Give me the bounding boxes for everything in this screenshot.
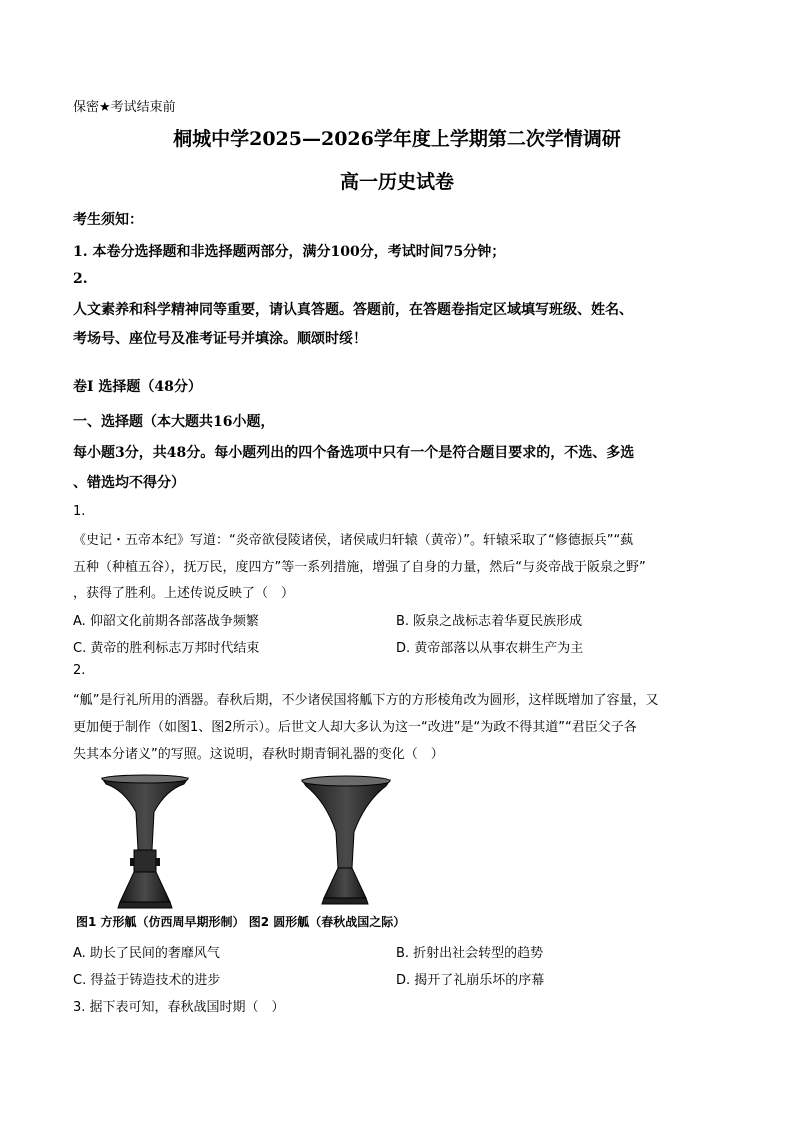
figure-caption: 图1 方形觚（仿西周早期形制） 图2 圆形觚（春秋战国之际） [76, 915, 406, 929]
question-1-option-d: D. 黄帝部落以从事农耕生产为主 [396, 641, 584, 656]
question-1-stem-line-1: 《史记・五帝本纪》写道：“炎帝欲侵陵诸侯，诸侯咸归轩辕（黄帝）”。轩辕采取了“修德振兵”“蓺 [73, 533, 634, 548]
part-title: 卷Ⅰ 选择题（48分） [73, 379, 202, 395]
notice-item-1: 1. 本卷分选择题和非选择题两部分，满分100分，考试时间75分钟； [73, 244, 506, 260]
confidential-label: 保密★考试结束前 [73, 100, 176, 115]
question-1-number: 1. [73, 504, 86, 519]
question-2-stem-line-3: 失其本分诸义”的写照。这说明，春秋时期青铜礼器的变化（ ） [73, 747, 444, 762]
question-3-stem-line-1: 3. 据下表可知，春秋战国时期（ ） [73, 1000, 285, 1015]
question-1-stem-line-3: ，获得了胜利。上述传说反映了（ ） [73, 586, 295, 601]
question-2-option-c: C. 得益于铸造技术的进步 [73, 973, 221, 988]
question-2-option-b: B. 折射出社会转型的趋势 [396, 946, 544, 961]
notice-item-2-number: 2. [73, 271, 88, 287]
gu-vessels-figure [80, 772, 440, 932]
exam-title: 桐城中学2025—2026学年度上学期第二次学情调研 [173, 128, 621, 150]
question-1-option-a: A. 仰韶文化前期各部落战争频繁 [73, 614, 259, 629]
question-1-stem-line-2: 五种（种植五谷），抚万民，度四方”等一系列措施，增强了自身的力量，然后“与炎帝战于阪泉之野” [73, 560, 646, 575]
question-2-stem-line-2: 更加便于制作（如图1、图2所示）。后世文人却大多认为这一“改进”是“为政不得其道”“君臣父子各 [73, 720, 637, 735]
notice-item-2-line-1: 人文素养和科学精神同等重要，请认真答题。答题前，在答题卷指定区域填写班级、姓名、 [73, 302, 633, 318]
notice-item-2-line-2: 考场号、座位号及准考证号并填涂。顺颂时绥！ [73, 331, 367, 347]
section-heading-line-2: 每小题3分，共48分。每小题列出的四个备选项中只有一个是符合题目要求的，不选、多选 [73, 445, 635, 461]
question-1-option-b: B. 阪泉之战标志着华夏民族形成 [396, 614, 583, 629]
question-2-stem-line-1: “觚”是行礼所用的酒器。春秋后期，不少诸侯国将觚下方的方形棱角改为圆形，这样既增加了容量，又 [73, 693, 659, 708]
exam-subtitle: 高一历史试卷 [339, 171, 454, 193]
section-heading-line-3: 、错选均不得分） [73, 475, 185, 491]
section-heading-line-1: 一、选择题（本大题共16小题， [73, 414, 275, 430]
square-gu-vessel-image [102, 775, 188, 908]
question-2-number: 2. [73, 663, 86, 678]
question-2-option-a: A. 助长了民间的奢靡风气 [73, 946, 220, 961]
question-2-option-d: D. 揭开了礼崩乐坏的序幕 [396, 973, 545, 988]
notice-heading: 考生须知： [73, 212, 143, 228]
round-gu-vessel-image [302, 776, 390, 904]
question-1-option-c: C. 黄帝的胜利标志万邦时代结束 [73, 641, 260, 656]
